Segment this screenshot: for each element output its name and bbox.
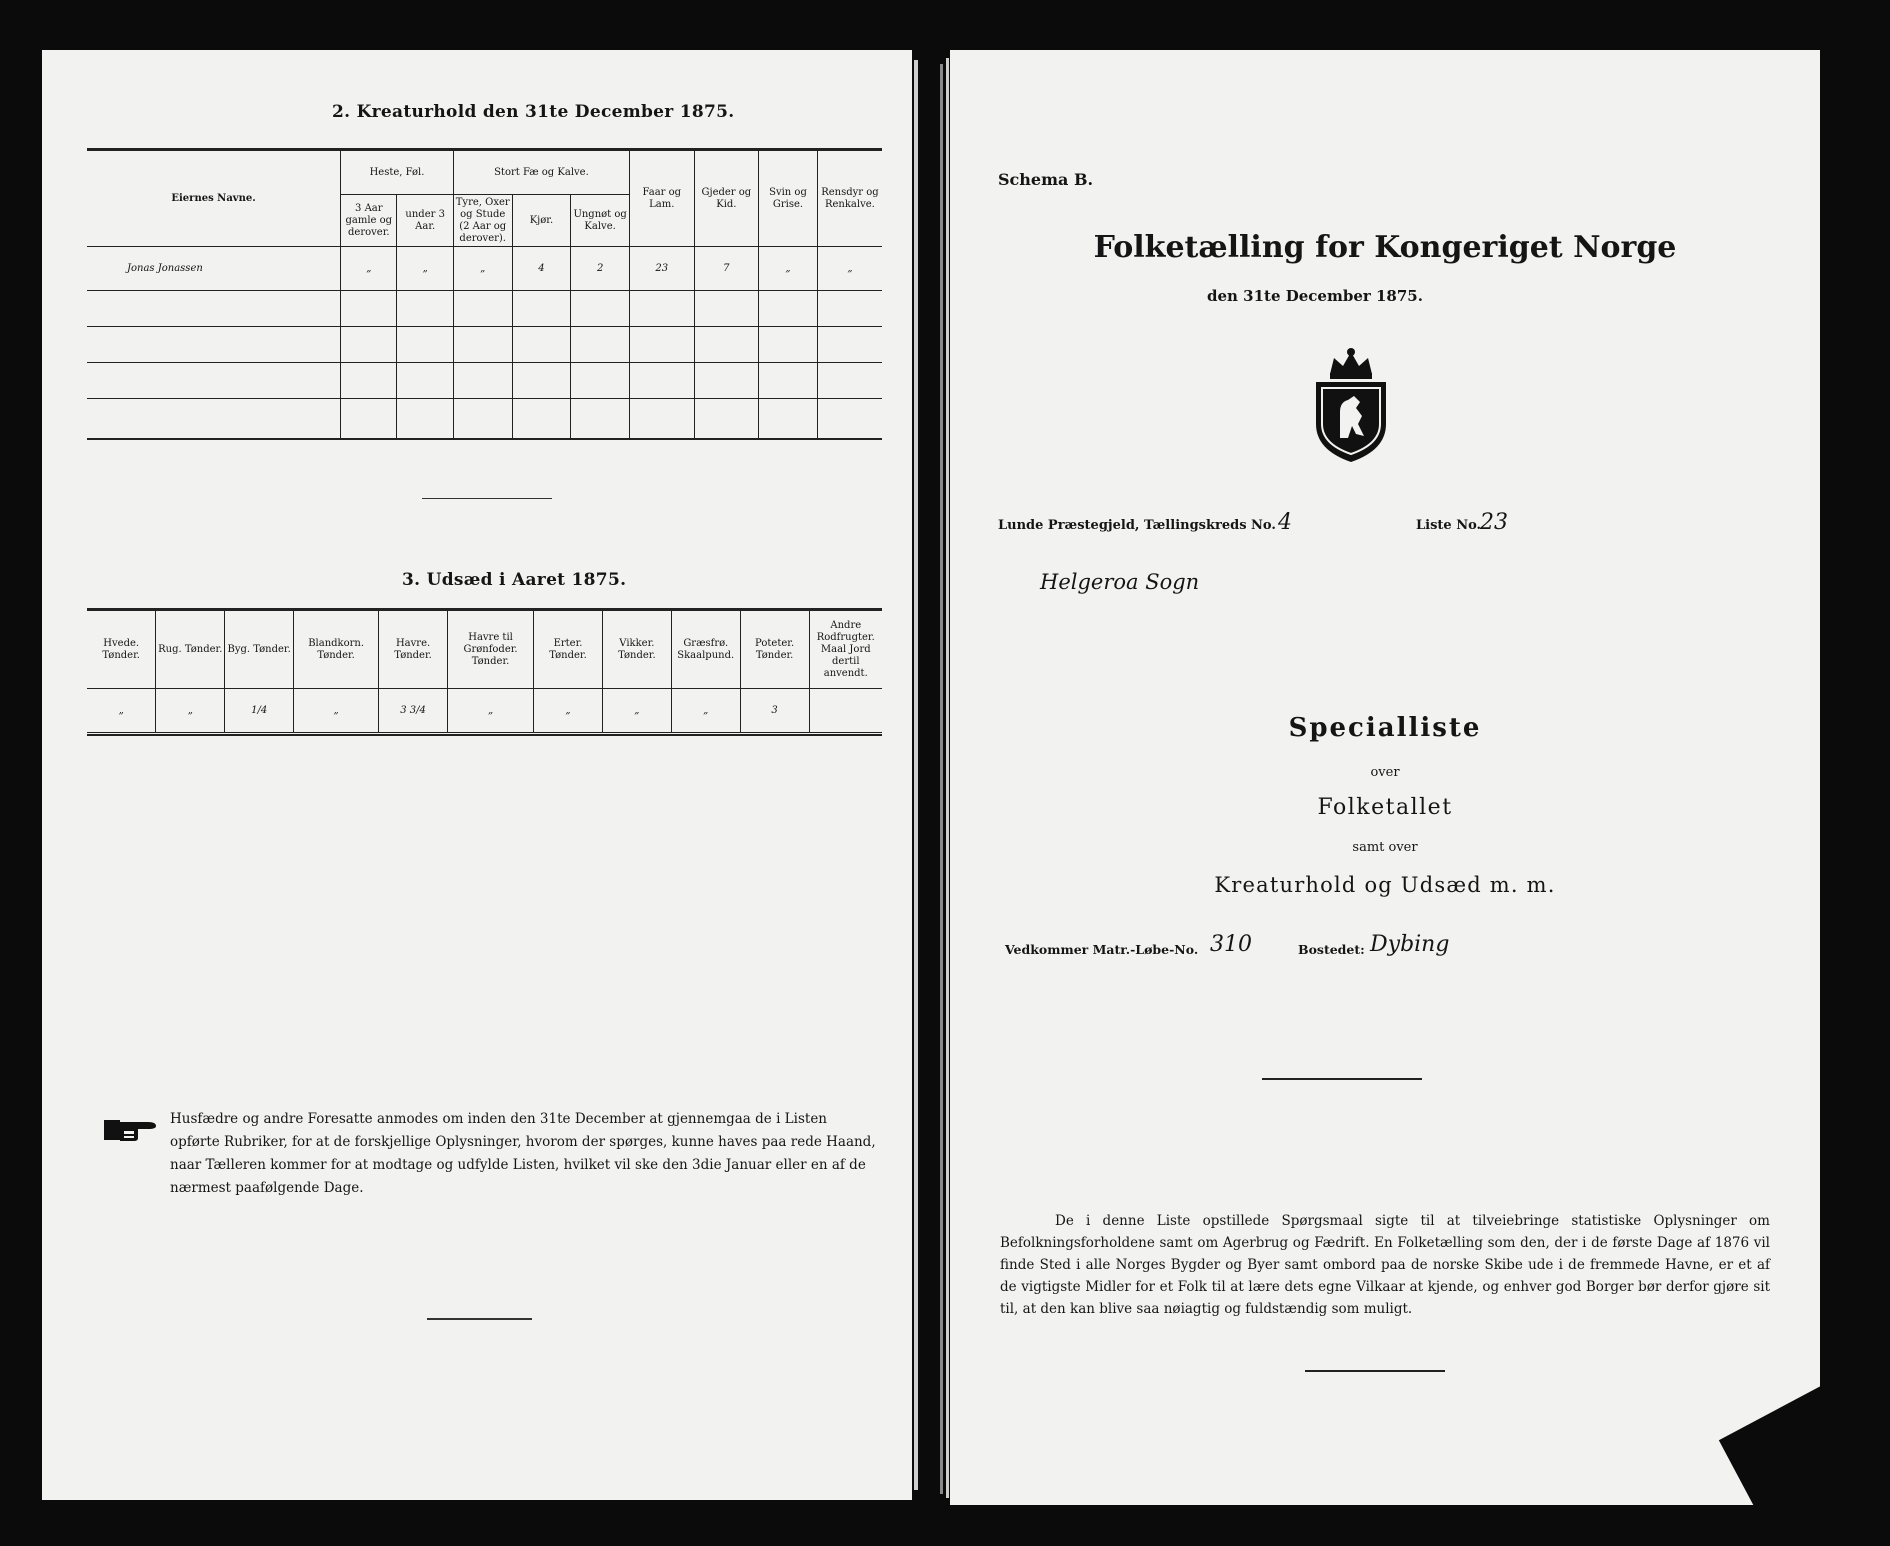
folketallet-title: Folketallet bbox=[1317, 795, 1453, 820]
right-page bbox=[950, 50, 1820, 1505]
col-gjeder: Gjeder og Kid. bbox=[694, 151, 759, 247]
census-date: den 31te December 1875. bbox=[1207, 287, 1423, 305]
footer-text: De i denne Liste opstillede Spørgsmaal sigte til at tilveiebringe statistiske Oplysninger om Befolkningsforholdene samt om Agerbrug og Fædrift. En Folketælling som den, der i de første Dage af 1876 vil finde Sted i alle Norges Bygder og Byer samt ombord paa de norske Skibe ude i de fremmede Havne, er et af de vigtigste Midler for et Folk til at lære dets egne Vilkaar at kjende, og enhver god Borger bør derfor gjøre sit til, at den kan blive saa nøiagtig og fuldstændig som muligt. bbox=[1000, 1213, 1770, 1317]
section3-title: 3. Udsæd i Aaret 1875. bbox=[402, 570, 627, 590]
page-edge bbox=[940, 64, 943, 1494]
seed-cell: „ bbox=[294, 689, 379, 733]
seed-col-header: Hvede. Tønder. bbox=[87, 611, 156, 689]
seed-col-header: Poteter. Tønder. bbox=[740, 611, 809, 689]
seed-cell bbox=[809, 689, 882, 733]
seed-col-header: Erter. Tønder. bbox=[534, 611, 603, 689]
col-owner-name: Eiernes Navne. bbox=[87, 151, 341, 247]
cell-heste-under: „ bbox=[397, 247, 453, 291]
divider bbox=[1305, 1370, 1445, 1372]
col-rensdyr: Rensdyr og Renkalve. bbox=[817, 151, 882, 247]
col-faar: Faar og Lam. bbox=[629, 151, 694, 247]
bosted-label: Bostedet: bbox=[1298, 942, 1365, 957]
divider bbox=[422, 498, 552, 499]
left-page bbox=[42, 50, 912, 1500]
col-heste: Heste, Føl. bbox=[341, 151, 454, 195]
seed-col-header: Rug. Tønder. bbox=[156, 611, 225, 689]
seed-col-header: Vikker. Tønder. bbox=[602, 611, 671, 689]
seed-table bbox=[87, 610, 882, 733]
seed-col-header: Andre Rodfrugter. Maal Jord dertil anvendt. bbox=[809, 611, 882, 689]
table-row bbox=[87, 247, 882, 291]
sogn-name: Helgeroa Sogn bbox=[1040, 570, 1200, 594]
cell-gjeder: 7 bbox=[694, 247, 759, 291]
seed-cell: „ bbox=[448, 689, 534, 733]
table-row bbox=[87, 291, 882, 327]
bosted-value: Dybing bbox=[1370, 932, 1450, 957]
samt-over-label: samt over bbox=[1352, 840, 1418, 855]
cell-kjor: 4 bbox=[512, 247, 571, 291]
matr-label: Vedkommer Matr.-Løbe-No. bbox=[1005, 942, 1199, 957]
seed-cell: „ bbox=[671, 689, 740, 733]
table-row bbox=[87, 689, 882, 733]
owner-name: Jonas Jonassen bbox=[87, 247, 341, 291]
seed-cell: 1/4 bbox=[225, 689, 294, 733]
section3-bottom-rule bbox=[87, 734, 882, 736]
seed-cell: „ bbox=[156, 689, 225, 733]
seed-col-header: Græsfrø. Skaalpund. bbox=[671, 611, 740, 689]
cell-heste-gamle: „ bbox=[341, 247, 397, 291]
table-row bbox=[87, 399, 882, 439]
divider bbox=[427, 1318, 532, 1320]
page-edge bbox=[914, 60, 918, 1490]
seed-cell: 3 3/4 bbox=[379, 689, 448, 733]
seed-cell: „ bbox=[602, 689, 671, 733]
seed-col-header: Havre til Grønfoder. Tønder. bbox=[448, 611, 534, 689]
col-svin: Svin og Grise. bbox=[759, 151, 818, 247]
cell-svin: „ bbox=[759, 247, 818, 291]
census-title: Folketælling for Kongeriget Norge bbox=[1093, 230, 1677, 265]
matr-no: 310 bbox=[1210, 932, 1252, 957]
page-corner-shadow bbox=[1719, 1384, 1881, 1546]
page-edge bbox=[946, 58, 949, 1498]
table-row bbox=[87, 363, 882, 399]
col-tyre: Tyre, Oxer og Stude (2 Aar og derover). bbox=[453, 195, 512, 247]
livestock-table bbox=[87, 150, 882, 440]
seed-col-header: Havre. Tønder. bbox=[379, 611, 448, 689]
over-label: over bbox=[1370, 765, 1400, 780]
seed-cell: „ bbox=[534, 689, 603, 733]
cell-faar: 23 bbox=[629, 247, 694, 291]
seed-cell: „ bbox=[87, 689, 156, 733]
prestegjeld-label: Lunde Præstegjeld, Tællingskreds No. bbox=[998, 518, 1276, 533]
col-ungnot: Ungnøt og Kalve. bbox=[571, 195, 630, 247]
col-heste-under: under 3 Aar. bbox=[397, 195, 453, 247]
liste-no: 23 bbox=[1480, 510, 1508, 535]
seed-col-header: Byg. Tønder. bbox=[225, 611, 294, 689]
kreaturhold-title: Kreaturhold og Udsæd m. m. bbox=[1214, 873, 1556, 897]
kreds-no: 4 bbox=[1278, 510, 1292, 535]
specialliste-title: Specialliste bbox=[1288, 713, 1482, 743]
section2-title: 2. Kreaturhold den 31te December 1875. bbox=[332, 102, 735, 122]
col-stort-fae: Stort Fæ og Kalve. bbox=[453, 151, 629, 195]
coat-of-arms-icon bbox=[1310, 346, 1392, 464]
seed-cell: 3 bbox=[740, 689, 809, 733]
table-row bbox=[87, 327, 882, 363]
notice-text: Husfædre og andre Foresatte anmodes om inden den 31te December at gjennemgaa de i Listen opførte Rubriker, for at de forskjellige Oplysninger, hvorom der spørges, kunne haves paa rede Haand, naar Tælleren kommer for at modtage og udfylde Listen, hvilket vil ske den 3die Januar eller en af de nærmest paafølgende Dage. bbox=[170, 1111, 876, 1196]
pointing-hand-icon bbox=[104, 1117, 162, 1143]
cell-tyre: „ bbox=[453, 247, 512, 291]
seed-col-header: Blandkorn. Tønder. bbox=[294, 611, 379, 689]
schema-label: Schema B. bbox=[998, 170, 1094, 189]
divider bbox=[1262, 1078, 1422, 1080]
cell-rensdyr: „ bbox=[817, 247, 882, 291]
liste-label: Liste No. bbox=[1416, 518, 1482, 533]
col-heste-gamle: 3 Aar gamle og derover. bbox=[341, 195, 397, 247]
col-kjor: Kjør. bbox=[512, 195, 571, 247]
cell-ungnot: 2 bbox=[571, 247, 630, 291]
seed-header-row bbox=[87, 611, 882, 689]
